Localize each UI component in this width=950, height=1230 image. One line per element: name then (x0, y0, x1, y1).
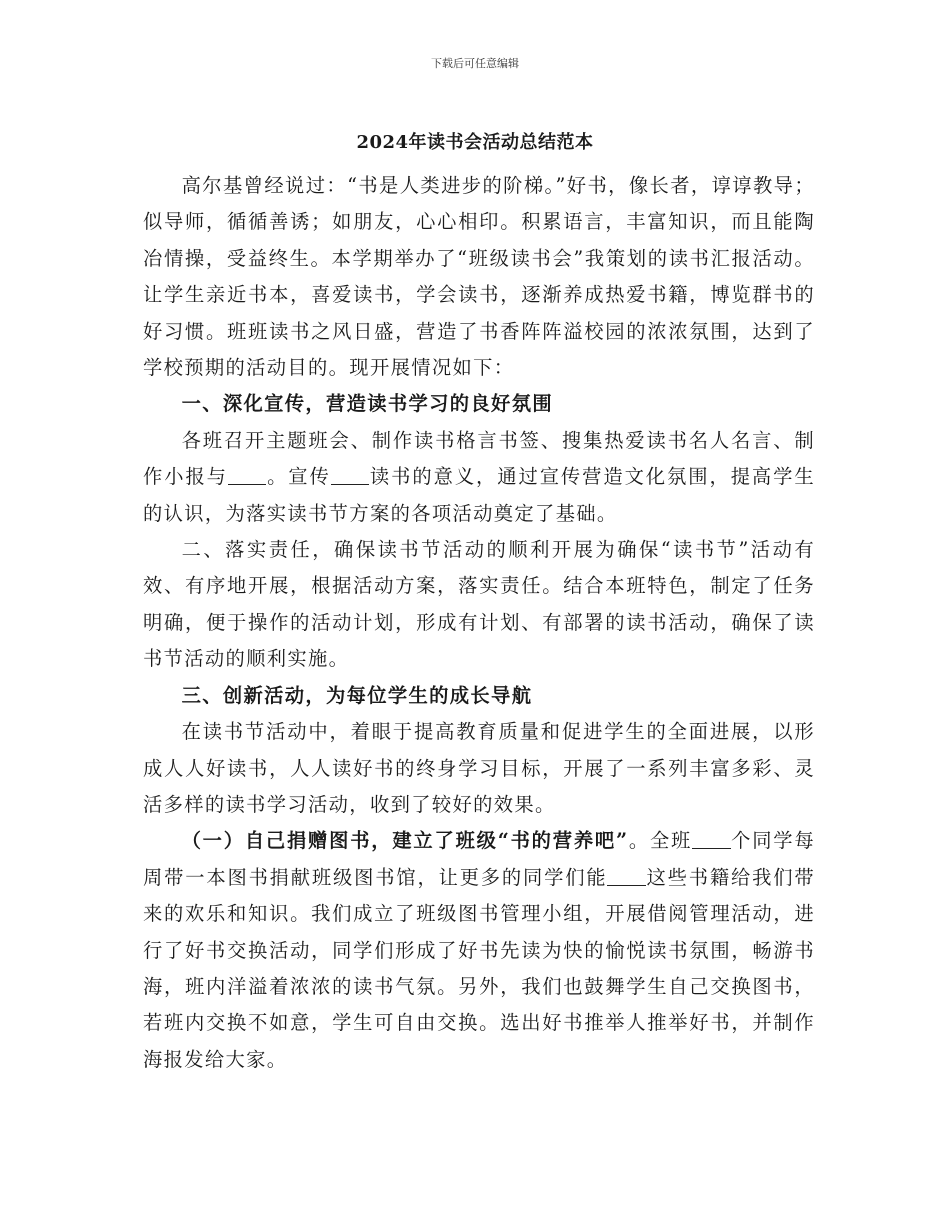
blank-line (607, 865, 646, 885)
section-1-text-c: 读书的意义，通过宣传营造文化氛围，提高学生的认识，为落实读书节方案的各项活动奠定了基础。 (143, 465, 815, 525)
subsection-1-heading: （一）自己捐赠图书，建立了班级“书的营养吧” (181, 829, 629, 853)
section-2-paragraph: 二、落实责任，确保读书节活动的顺利开展为确保“读书节”活动有效、有序地开展，根据活动方案，落实责任。结合本班特色，制定了任务明确，便于操作的活动计划，形成有计划、有部署的读书活动，确保了读书节活动的顺利实施。 (143, 538, 815, 671)
subsection-1-text-c: 这些书籍给我们带来的欢乐和知识。我们成立了班级图书管理小组，开展借阅管理活动，进行了好书交换活动，同学们形成了好书先读为快的愉悦读书氛围，畅游书海，班内洋溢着浓浓的读书气氛。另外，我们也鼓舞学生自己交换图书，若班内交换不如意，学生可自由交换。选出好书推举人推举好书，并制作海报发给大家。 (143, 865, 815, 1071)
subsection-1-paragraph (143, 823, 815, 1078)
section-3-paragraph: 在读书节活动中，着眼于提高教育质量和促进学生的全面进展，以形成人人好读书，人人读好书的终身学习目标，开展了一系列丰富多彩、灵活多样的读书学习活动，收到了较好的效果。 (143, 720, 815, 816)
section-1-text-b: 。宣传 (266, 465, 331, 489)
section-heading-3: 三、创新活动，为每位学生的成长导航 (181, 683, 533, 707)
section-heading-1: 一、深化宣传，营造读书学习的良好氛围 (181, 392, 553, 416)
subsection-1-text-b: 个同学每周带一本图书捐献班级图书馆，让更多的同学们能 (143, 829, 815, 889)
blank-line (331, 465, 370, 485)
section-1-text-a: 各班召开主题班会、制作读书格言书签、搜集热爱读书名人名言、制作小报与 (143, 428, 815, 489)
blank-line (228, 465, 267, 485)
document-body (143, 168, 815, 1078)
document-title: 2024年读书会活动总结范本 (356, 132, 594, 153)
header-note: 下载后可任意编辑 (431, 57, 519, 70)
section-1-paragraph (143, 423, 815, 532)
blank-line (692, 829, 731, 849)
intro-paragraph: 高尔基曾经说过：“书是人类进步的阶梯。”好书，像长者，谆谆教导；似导师，循循善诱；如朋友，心心相印。积累语言，丰富知识，而且能陶冶情操，受益终生。本学期举办了“班级读书会”我策划的读书汇报活动。让学生亲近书本，喜爱读书，学会读书，逐渐养成热爱书籍，博览群书的好习惯。班班读书之风日盛，营造了书香阵阵溢校园的浓浓氛围，达到了学校预期的活动目的。现开展情况如下： (143, 174, 815, 380)
subsection-1-text-a: 。全班 (628, 829, 693, 853)
